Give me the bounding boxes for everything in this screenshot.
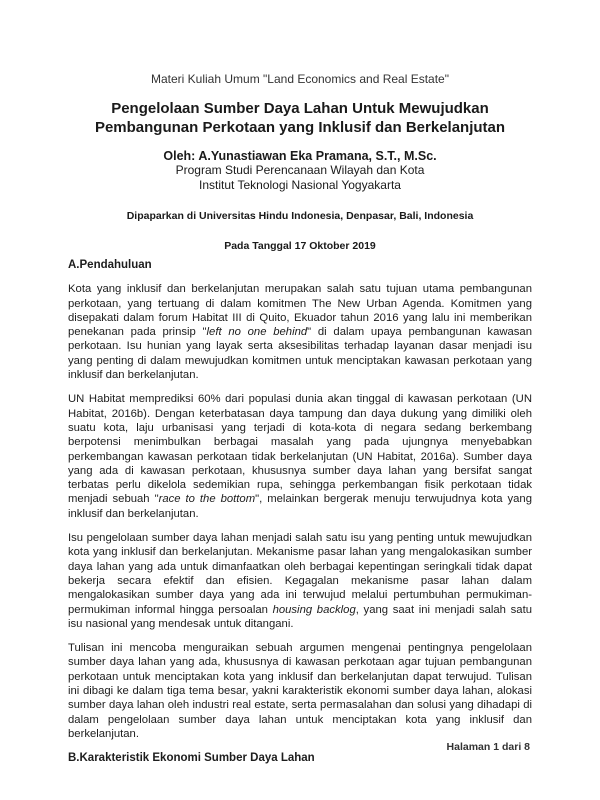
- paragraph-2-text-a: UN Habitat memprediksi 60% dari populasi dunia akan tinggal di kawasan perkotaan (UN Habitat, 2016b). Dengan keterbatasan daya tampung dan daya dukung yang dimiliki oleh suatu kota, laju urbanisasi yang terjadi di kota-kota di negara sedang berkembang berpotensi menimbulkan berbagai masalah yang pada ujungnya menyebabkan perkembangan kawasan perkotaan tidak berkelanjutan (UN Habitat, 2016a). Sumber daya yang ada di kawasan perkotaan, khususnya sumber daya lahan yang bersifat sangat terbatas perlu dikelola sedemikian rupa, sehingga perkembangan fisik perkotaan tidak menjadi sebuah ": [68, 393, 532, 506]
- course-title: Materi Kuliah Umum "Land Economics and Real Estate": [151, 72, 449, 86]
- paragraph-3-text-b: , yang saat ini menjadi salah satu isu nasional yang mendesak untuk ditangani.: [68, 603, 532, 630]
- document-header: [0, 72, 600, 253]
- institute-name: Institut Teknologi Nasional Yogyakarta: [199, 178, 401, 192]
- paper-title: Pengelolaan Sumber Daya Lahan Untuk Mewujudkan Pembangunan Perkotaan yang Inklusif dan Berkelanjutan: [94, 100, 506, 136]
- paragraph-1: [68, 282, 532, 382]
- paragraph-3-italic: housing backlog: [272, 603, 356, 616]
- section-heading-land-economics: B.Karakteristik Ekonomi Sumber Daya Lahan: [68, 752, 315, 765]
- presentation-venue: Dipaparkan di Universitas Hindu Indonesia, Denpasar, Bali, Indonesia: [126, 210, 474, 222]
- paragraph-2: [68, 392, 532, 521]
- study-program: Program Studi Perencanaan Wilayah dan Kota: [175, 163, 425, 177]
- paragraph-3-text-a: Isu pengelolaan sumber daya lahan menjadi salah satu isu yang penting untuk mewujudkan kota yang inklusif dan berkelanjutan. Mekanisme pasar lahan yang mengalokasikan sumber daya lahan yang ada untuk dimanfaatkan oleh berbagai kepentingan seringkali tidak dapat bekerja secara efektif dan efisien. Kegagalan mekanisme pasar lahan dalam mengalokasikan sumber daya yang ada ini terwujud melalui pertumbuhan permukiman-permukiman informal hingga persoalan: [68, 532, 532, 616]
- paragraph-1-text-a: Kota yang inklusif dan berkelanjutan merupakan salah satu tujuan utama pembangunan perkotaan, yang tertuang di dalam komitmen The New Urban Agenda. Komitmen yang disepakati dalam forum Habitat III di Quito, Ekuador tahun 2016 yang lalu ini memberikan penekanan pada prinsip ": [68, 283, 532, 339]
- section-heading-introduction: A.Pendahuluan: [68, 259, 152, 271]
- paragraph-3: [68, 531, 532, 631]
- paragraph-2-italic: race to the bottom: [158, 493, 256, 506]
- presentation-date: Pada Tanggal 17 Oktober 2019: [224, 240, 376, 252]
- paragraph-1-italic: left no one behind: [206, 326, 308, 339]
- paragraph-2-text-b: ", melainkan bergerak menuju terwujudnya kota yang inklusif dan berkelanjutan.: [68, 493, 532, 520]
- document-body: [68, 258, 532, 776]
- paragraph-4: Tulisan ini mencoba menguraikan sebuah argumen mengenai pentingnya pengelolaan sumber daya lahan yang ada, khususnya di kawasan perkotaan agar tujuan pembangunan perkotaan untuk menciptakan kota yang inklusif dan berkelanjutan dapat terwujud. Tulisan ini dibagi ke dalam tiga tema besar, yakni karakteristik ekonomi sumber daya lahan, alokasi sumber daya lahan oleh industri real estate, serta permasalahan dan solusi yang dihadapi di dalam pengelolaan sumber daya lahan untuk menciptakan kota yang inklusif dan berkelanjutan.: [68, 642, 532, 740]
- paragraph-1-text-b: " di dalam upaya pembangunan kawasan perkotaan. Isu hunian yang layak serta aksesibilitas terhadap layanan dasar menjadi isu yang penting di dalam mewujudkan komitmen untuk menciptakan kawasan perkotaan yang inklusif dan berkelanjutan.: [68, 326, 533, 382]
- page-number: Halaman 1 dari 8: [446, 741, 530, 753]
- author-line: Oleh: A.Yunastiawan Eka Pramana, S.T., M.Sc.: [163, 149, 437, 163]
